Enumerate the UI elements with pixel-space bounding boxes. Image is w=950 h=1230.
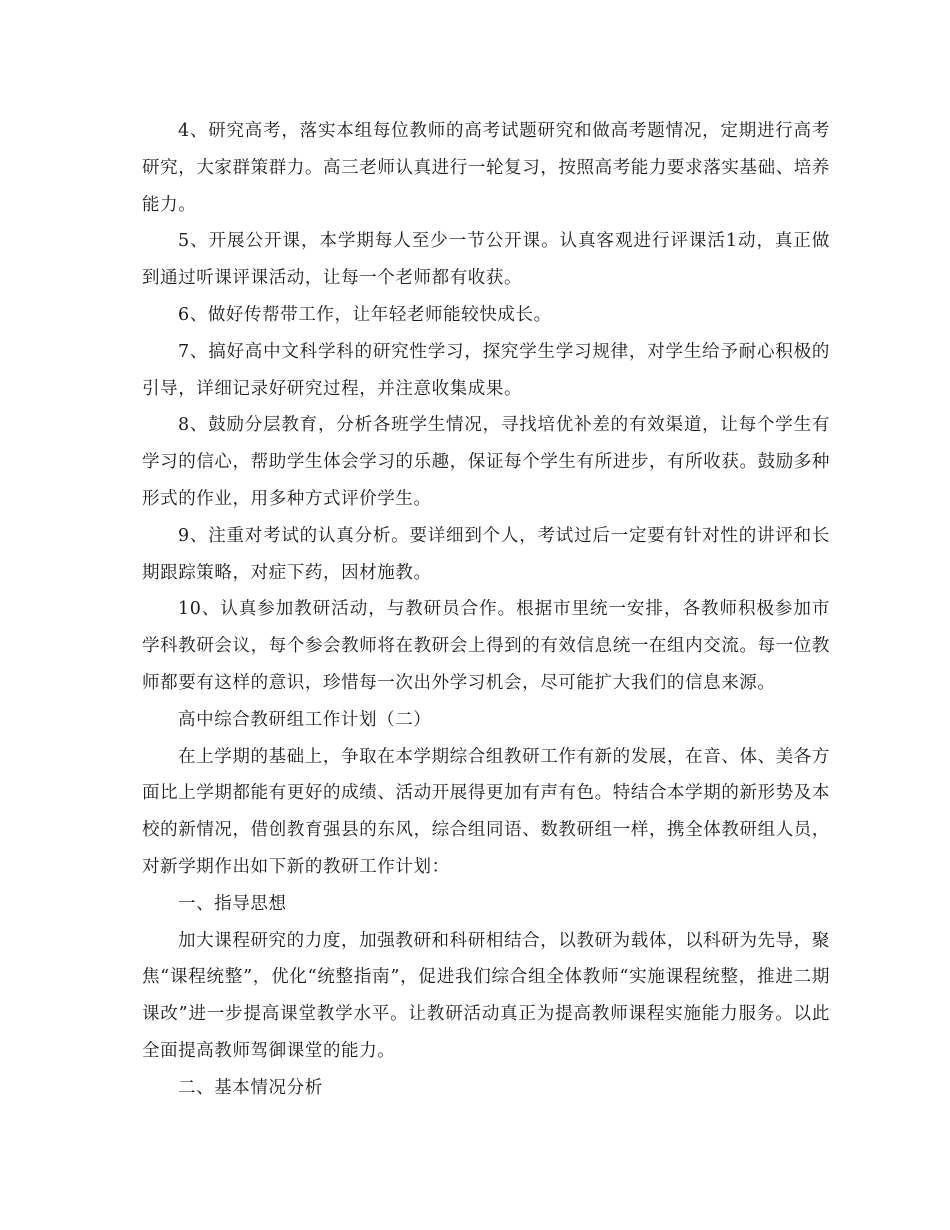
- paragraph-item-8: 8、鼓励分层教育，分析各班学生情况，寻找培优补差的有效渠道，让每个学生有学习的信心，帮助学生体会学习的乐趣，保证每个学生有所进步，有所收获。鼓励多种形式的作业，用多种方式评价学生。: [142, 415, 830, 509]
- paragraph-item-6: 6、做好传帮带工作，让年轻老师能较快成长。: [178, 304, 552, 325]
- guiding-principle-paragraph: 加大课程研究的力度，加强教研和科研相结合，以教研为载体，以科研为先导，聚焦“课程统整”，优化“统整指南”，促进我们综合组全体教师“实施课程统整，推进二期课改”进一步提高课堂教学水平。让教研活动真正为提高教师课程实施能力服务。以此全面提高教师驾御课堂的能力。: [142, 930, 830, 1061]
- paragraph-item-5: 5、开展公开课，本学期每人至少一节公开课。认真客观进行评课活1动，真正做到通过听课评课活动，让每一个老师都有收获。: [142, 231, 830, 289]
- document-body: [142, 113, 830, 1107]
- paragraph-item-10: 10、认真参加教研活动，与教研员合作。根据市里统一安排，各教师积极参加市学科教研会议，每个参会教师将在教研会上得到的有效信息统一在组内交流。每一位教师都要有这样的意识，珍惜每一次出外学习机会，尽可能扩大我们的信息来源。: [142, 599, 830, 693]
- section-title: 高中综合教研组工作计划（二）: [178, 709, 432, 730]
- paragraph-item-7: 7、搞好高中文科学科的研究性学习，探究学生学习规律，对学生给予耐心积极的引导，详细记录好研究过程，并注意收集成果。: [142, 341, 830, 399]
- paragraph-item-9: 9、注重对考试的认真分析。要详细到个人，考试过后一定要有针对性的讲评和长期跟踪策略，对症下药，因材施教。: [142, 525, 830, 583]
- intro-paragraph: 在上学期的基础上，争取在本学期综合组教研工作有新的发展，在音、体、美各方面比上学期都能有更好的成绩、活动开展得更加有声有色。特结合本学期的新形势及本校的新情况，借创教育强县的东风，综合组同语、数教研组一样，携全体教研组人员，对新学期作出如下新的教研工作计划：: [142, 746, 830, 877]
- paragraph-item-4: 4、研究高考，落实本组每位教师的高考试题研究和做高考题情况，定期进行高考研究，大家群策群力。高三老师认真进行一轮复习，按照高考能力要求落实基础、培养能力。: [142, 121, 830, 215]
- heading-situation-analysis: 二、基本情况分析: [178, 1077, 323, 1098]
- heading-guiding-principle: 一、指导思想: [178, 893, 287, 914]
